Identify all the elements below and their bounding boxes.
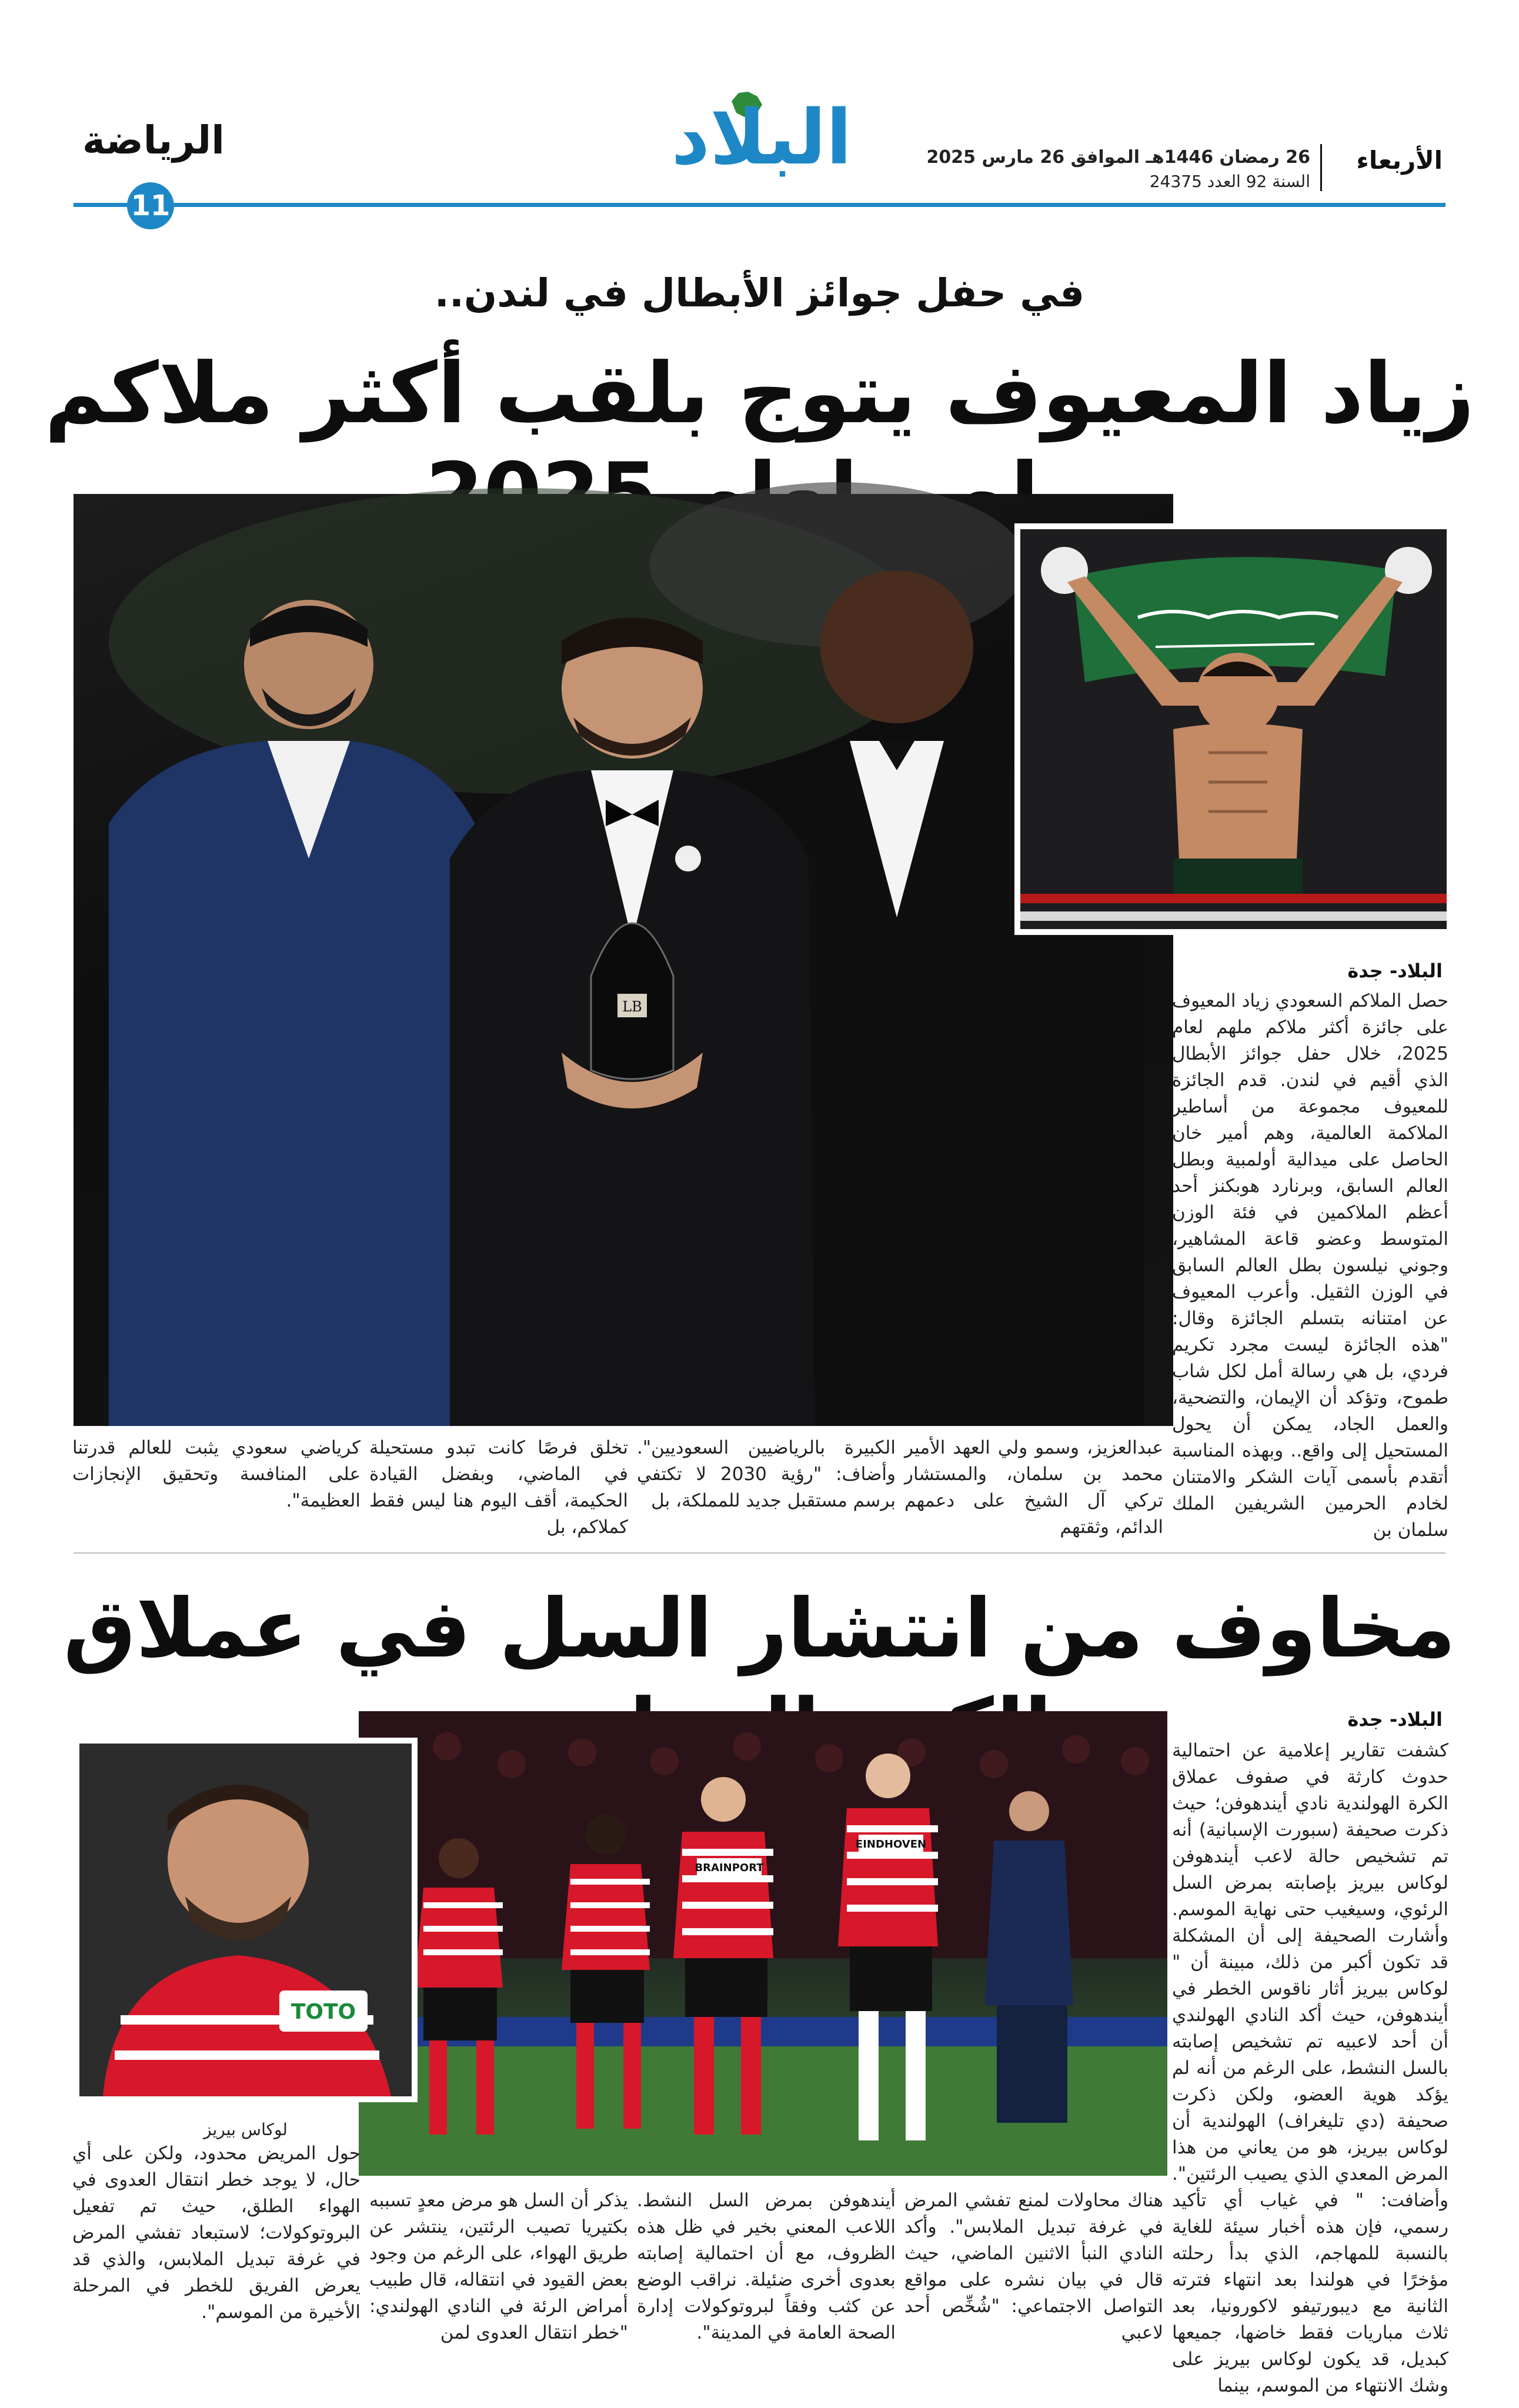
article1-body-column: الكبيرة بالرياضيين السعوديين". وأضاف: "رؤية 2030 لا تكتفي برسم مستقبل جديد للمملكة، بل [637, 1437, 896, 1511]
article2-body-column: يذكر أن السل هو مرض معدٍ تسببه بكتيريا تصيب الرئتين، ينتشر عن طريق الهواء، على الرغم من وجود بعض القيود في انتقاله، قال طبيب أمراض الرئة في النادي الهولندي: "خطر انتقال العدوى لمن [369, 2190, 628, 2343]
lucas-perez-photo [74, 1738, 418, 2102]
page-number-badge: 11 [127, 182, 174, 229]
article1-headline: زياد المعيوف يتوج بلقب أكثر ملاكم [44, 345, 1475, 442]
kit-sponsor: EINDHOVEN [855, 1838, 927, 1851]
issue-number: السنة 92 العدد 24375 [1149, 172, 1310, 191]
logo-wordmark: البلاد [671, 94, 852, 182]
article2-headline: مخاوف من انتشار السل في عملاق [63, 1581, 1456, 1676]
article1-body-column: عبدالعزيز، وسمو ولي العهد الأمير محمد بن سلمان، والمستشار تركي آل الشيخ على دعمهم الدائم، وثقتهم [904, 1437, 1163, 1538]
boxer-photo-illustration [1020, 529, 1447, 929]
newspaper-logo [653, 88, 870, 182]
issue-date: 26 رمضان 1446هـ الموافق 26 مارس 2025 [926, 147, 1310, 168]
trophy-label: LB [622, 998, 642, 1015]
player-portrait-illustration [79, 1744, 412, 2096]
award-ceremony-photo [74, 494, 1173, 1426]
article2-body-column: أيندهوفن بمرض السل النشط. اللاعب المعني بخير في ظل هذه الظروف، مع أن احتمالية إصابته بعدوى أخرى ضئيلة. نراقب الوضع عن كثب وفقاً لبروتوكولات إدارة الصحة العامة في المدينة". [637, 2190, 896, 2343]
masthead-divider [1320, 144, 1322, 191]
team-photo-illustration [359, 1711, 1167, 2176]
article2-body-column: هناك محاولات لمنع تفشي المرض في غرفة تبديل الملابس". وأكد النادي النبأ الاثنين الماضي، حيث قال في بيان نشره على مواقع التواصل الاجتماعي: "شُخِّص أحد لاعبي [904, 2190, 1163, 2343]
photo-caption: لوكاس بيريز [203, 2120, 288, 2139]
article2-byline: البلاد- جدة [1347, 1708, 1443, 1731]
kit-sponsor: BRAINPORT [695, 1862, 764, 1874]
boxer-with-flag-photo [1014, 523, 1453, 935]
award-photo-illustration [74, 494, 1173, 1426]
masthead [0, 0, 1519, 235]
article1-body-column: تخلق فرصًا كانت تبدو مستحيلة في الماضي، وبفضل القيادة الحكيمة، أقف اليوم هنا ليس فقط كملاكم، بل [369, 1437, 628, 1538]
article2-body-column: حول المريض محدود، ولكن على أي حال، لا يوجد خطر انتقال العدوى في الهواء الطلق، حيث تم تفعيل البروتوكولات؛ لاستبعاد تفشي المرض في غرفة تبديل الملابس، والذي قد يعرض الفريق للخطر في المرحلة الأخيرة من الموسم". [72, 2143, 360, 2323]
section-title: الرياضة [82, 118, 225, 163]
article2-body-column: كشفت تقارير إعلامية عن احتمالية حدوث كارثة في صفوف عملاق الكرة الهولندية نادي أيندهوفن؛ حيث ذكرت صحيفة (سبورت الإسبانية) أنه تم تشخيص حالة لاعب أيندهوفن لوكاس بيريز بإصابته بمرض السل الرئوي، وسيغيب حتى نهاية الموسم. وأشارت الصحيفة إلى أن المشكلة قد تكون أكبر من ذلك، مبينة أن " لوكاس بيريز أثار ناقوس الخطر في أيندهوفن، حيث أكد النادي الهولندي أن أحد لاعبيه تم تشخيص إصابته بالسل النشط، على الرغم من أنه لم يؤكد هوية العضو، ولكن ذكرت صحيفة (دي تليغراف) الهولندية أن لوكاس بيريز، هو من يعاني من هذا المرض المعدي الذي يصيب الرئتين". وأضافت: " في غياب أي تأكيد رسمي، فإن هذه أخبار سيئة للغاية بالنسبة للمهاجم، الذي بدأ رحلته مؤخرًا في هولندا بعد انتهاء فترته الثانية مع ديبورتيفو لاكورونيا، بعد ثلاث مباريات فقط خاضها، جميعها كبديل، قد يكون لوكاس بيريز على وشك الانتهاء من الموسم، بينما [1172, 1740, 1448, 2396]
psv-team-photo [359, 1711, 1167, 2176]
article-divider [74, 1552, 1445, 1554]
article1-byline: البلاد- جدة [1347, 960, 1443, 982]
article1-body-column: كرياضي سعودي يثبت للعالم قدرتنا على المنافسة وتحقيق الإنجازات العظيمة". [72, 1437, 360, 1511]
player-kit-sponsor: TOTO [291, 2000, 356, 2024]
article1-kicker: في حفل جوائز الأبطال في لندن.. [434, 270, 1085, 316]
header-rule [74, 203, 1445, 207]
article1-body-column: حصل الملاكم السعودي زياد المعيوف على جائزة أكثر ملاكم ملهم لعام 2025، خلال حفل جوائز الأبطال الذي أقيم في لندن. قدم الجائزة للمعيوف مجموعة من أساطير الملاكمة العالمية، وهم أمير خان الحاصل على ميدالية أولمبية وبطل العالم السابق، وبرنارد هوبكنز أحد أعظم الملاكمين في فئة الوزن المتوسط وعضو قاعة المشاهير، وجوني نيلسون بطل العالم السابق في الوزن الثقيل. وأعرب المعيوف عن امتنانه بتسلم الجائزة وقال: "هذه الجائزة ليست مجرد تكريم فردي، بل هي رسالة أمل لكل شاب طموح، وتؤكد أن الإيمان، والتضحية، والعمل الجاد، يمكن أن يحول المستحيل إلى واقع.. وبهذه المناسبة أتقدم بأسمى آيات الشكر والامتنان لخادم الحرمين الشريفين الملك سلمان بن [1172, 990, 1448, 1541]
issue-day: الأربعاء [1356, 146, 1443, 175]
